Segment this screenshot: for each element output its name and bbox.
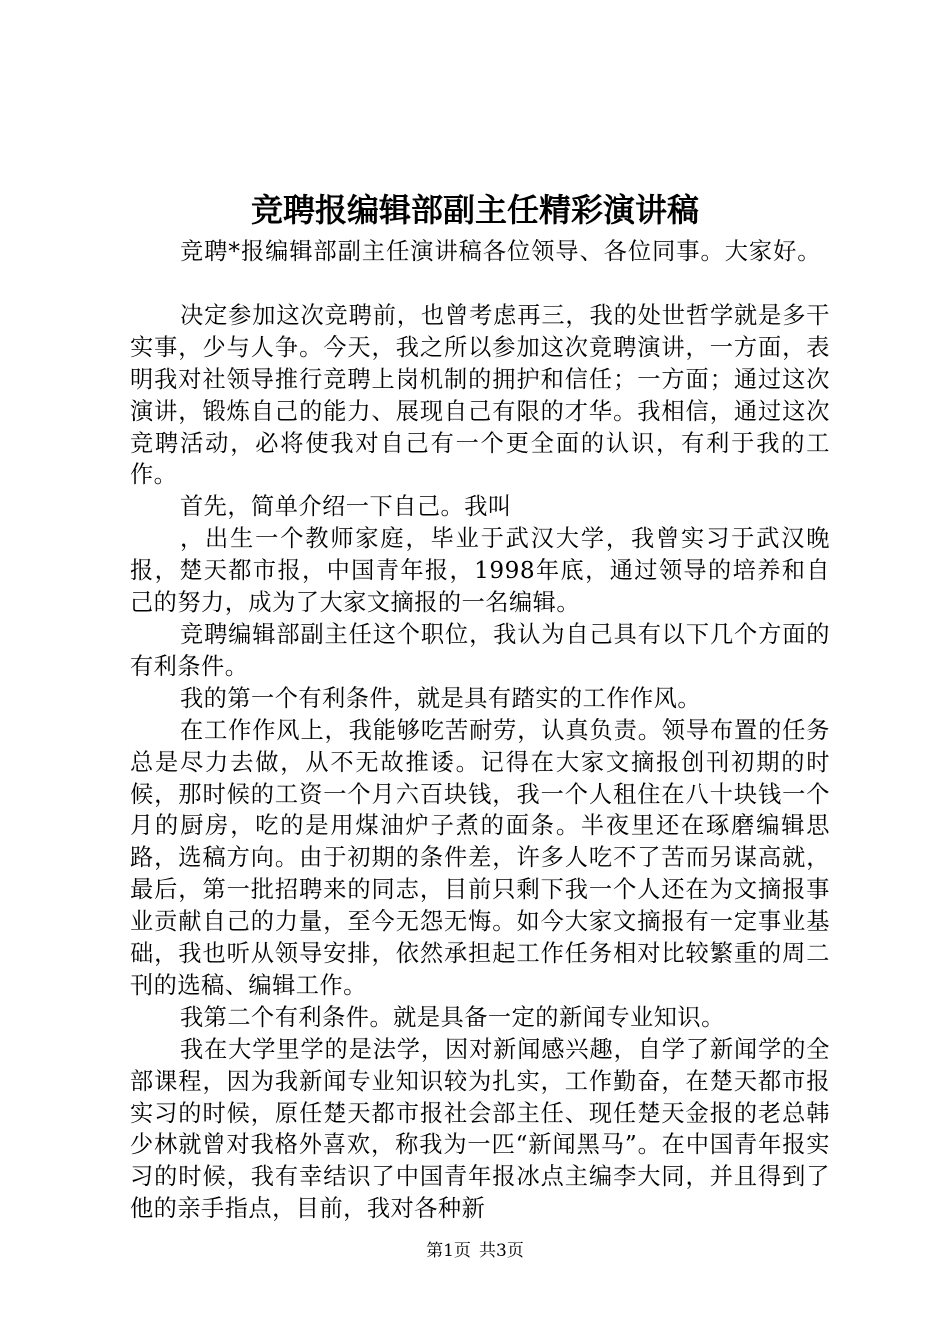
paragraph-knowledge: 我在大学里学的是法学，因对新闻感兴趣，自学了新闻学的全部课程，因为我新闻专业知识较为扎实，工作勤奋，在楚天都市报实习的时候，原任楚天都市报社会部主任、现任楚天金报的老总韩少林就曾对我格外喜欢，称我为一匹“新闻黑马”。在中国青年报实习的时候，我有幸结识了中国青年报冰点主编李大同，并且得到了他的亲手指点，目前，我对各种新 xyxy=(130,1035,830,1223)
page-footer xyxy=(0,1240,950,1262)
paragraph-conditions: 竞聘编辑部副主任这个职位，我认为自己具有以下几个方面的有利条件。 xyxy=(130,620,830,680)
paragraph-self-intro: 首先，简单介绍一下自己。我叫 xyxy=(180,493,512,521)
paragraph-background: ，出生一个教师家庭，毕业于武汉大学，我曾实习于武汉晚报，楚天都市报，中国青年报，1998年底，通过领导的培养和自己的努力，成为了大家文摘报的一名编辑。 xyxy=(130,525,830,617)
page-total: 共3页 xyxy=(479,1241,524,1261)
greeting-line: 竞聘*报编辑部副主任演讲稿各位领导、各位同事。大家好。 xyxy=(180,238,822,265)
page-number: 第1页 xyxy=(426,1241,471,1261)
document-title: 竞聘报编辑部副主任精彩演讲稿 xyxy=(250,191,699,229)
paragraph-first-condition: 我的第一个有利条件，就是具有踏实的工作作风。 xyxy=(180,684,702,712)
paragraph-work-style: 在工作作风上，我能够吃苦耐劳，认真负责。领导布置的任务总是尽力去做，从不无故推诿。记得在大家文摘报创刊初期的时候，那时候的工资一个月六百块钱，我一个人租住在八十块钱一个月的厨房，吃的是用煤油炉子煮的面条。半夜里还在琢磨编辑思路，选稿方向。由于初期的条件差，许多人吃不了苦而另谋高就，最后，第一批招聘来的同志，目前只剩下我一个人还在为文摘报事业贡献自己的力量，至今无怨无悔。如今大家文摘报有一定事业基础，我也听从领导安排，依然承担起工作任务相对比较繁重的周二刊的选稿、编辑工作。 xyxy=(130,716,830,999)
paragraph-intro: 决定参加这次竞聘前，也曾考虑再三，我的处世哲学就是多干实事，少与人争。今天，我之所以参加这次竟聘演讲，一方面，表明我对社领导推行竞聘上岗机制的拥护和信任；一方面；通过这次演讲，锻炼自己的能力、展现自己有限的才华。我相信，通过这次竞聘活动，必将使我对自己有一个更全面的认识，有利于我的工作。 xyxy=(130,301,830,489)
blank-line xyxy=(130,268,830,300)
document-body xyxy=(130,236,830,1225)
paragraph-second-condition: 我第二个有利条件。就是具备一定的新闻专业知识。 xyxy=(180,1003,725,1031)
